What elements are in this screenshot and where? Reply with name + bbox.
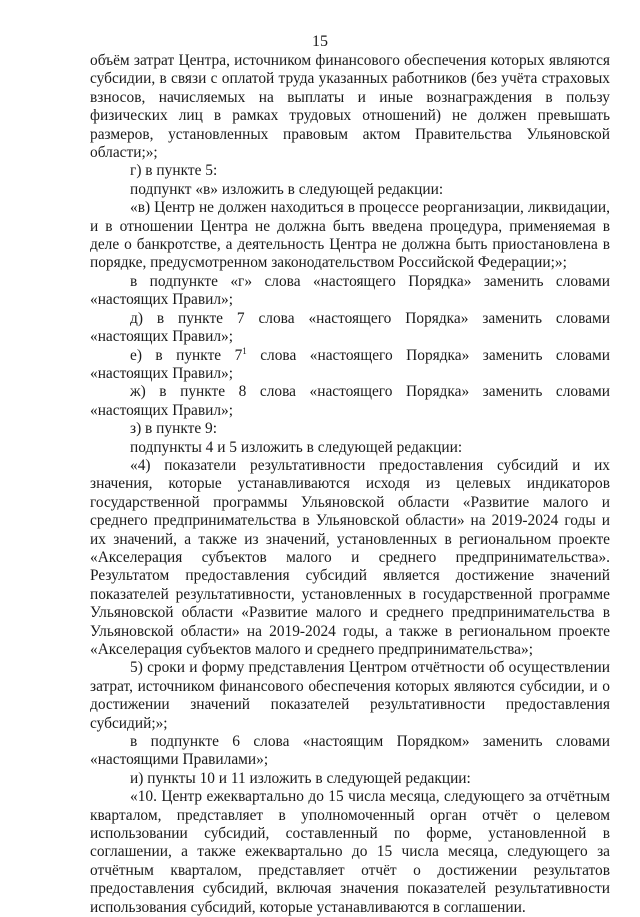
paragraph-item-e-superscript: 1: [242, 345, 247, 356]
paragraph-item-g: г) в пункте 5:: [130, 162, 218, 180]
paragraph-item-e-after: слова «настоящего Порядка» заменить словами «настоящих Правил»;: [90, 346, 610, 382]
paragraph-item-z: з) в пункте 9:: [130, 420, 217, 438]
paragraph-subitems-4-5-intro: подпункты 4 и 5 изложить в следующей редакции:: [130, 438, 463, 456]
paragraph-item-d: д) в пункте 7 слова «настоящего Порядка» заменить словами «настоящих Правил»;: [90, 309, 610, 346]
page-number: 15: [312, 33, 328, 50]
paragraph-subitem-v-text: «в) Центр не должен находиться в процессе реорганизации, ликвидации, и в отношении Центра не должна быть введена процедура, применяемая в деле о банкротстве, а деятельность Центра не должна быть приостановлена в порядке, предусмотренном законодательством Российской Федерации;»;: [90, 199, 610, 272]
paragraph-subitem-6: в подпункте 6 слова «настоящим Порядком» заменить словами «настоящими Правилами»;: [90, 733, 610, 769]
paragraph-subitem-4: «4) показатели результативности предоставления субсидий и их значения, которые устанавливаются исходя из целевых индикаторов государственной программы Ульяновской области «Развитие малого и среднего предпринимательства в Ульяновской области» на 2019-2024 годы и их значений, а также из значений, установленных в региональном проекте «Акселерация субъектов малого и среднего предпринимательства». Результатом предоставления субсидий является достижение значений показателей результативности, установленных в государственной программе Ульяновской области «Развитие малого и среднего предпринимательства в Ульяновской области» на 2019-2024 годы, а также в региональном проекте «Акселерация субъектов малого и среднего предпринимательства»;: [90, 456, 610, 658]
paragraph-item-e: [90, 347, 610, 384]
paragraph-subitem-g: в подпункте «г» слова «настоящего Порядка» заменить словами «настоящих Правил»;: [90, 272, 610, 309]
document-body: [90, 52, 610, 917]
paragraph-continuation: объём затрат Центра, источником финансового обеспечения которых являются субсидии, в связи с оплатой труда указанных работников (без учёта страховых взносов, начисляемых на выплаты и иные вознаграждения в пользу физических лиц в рамках трудовых отношений) не должен превышать размеров, установленных правовым актом Правительства Ульяновской области;»;: [90, 52, 610, 162]
paragraph-item-zh: ж) в пункте 8 слова «настоящего Порядка» заменить словами «настоящих Правил»;: [90, 383, 610, 419]
paragraph-subitem-v-intro: подпункт «в» изложить в следующей редакции:: [130, 180, 444, 198]
paragraph-item-i: и) пункты 10 и 11 изложить в следующей редакции:: [130, 769, 471, 787]
paragraph-item-10: «10. Центр ежеквартально до 15 числа месяца, следующего за отчётным кварталом, представляет в уполномоченный орган отчёт о целевом использовании субсидий, составленный по форме, установленной в соглашении, а также ежеквартально до 15 числа месяца, следующего за отчётным кварталом, представляет отчёт о достижении результатов предоставления субсидий, включая значения показателей результативности использования субсидий, которые устанавливаются в соглашении.: [90, 788, 610, 916]
paragraph-subitem-5: 5) сроки и форму представления Центром отчётности об осуществлении затрат, источником финансового обеспечения которых являются субсидии, и о достижении значений показателей результативности предоставления субсидий;»;: [90, 659, 610, 732]
paragraph-item-e-before: е) в пункте 7: [130, 346, 243, 364]
